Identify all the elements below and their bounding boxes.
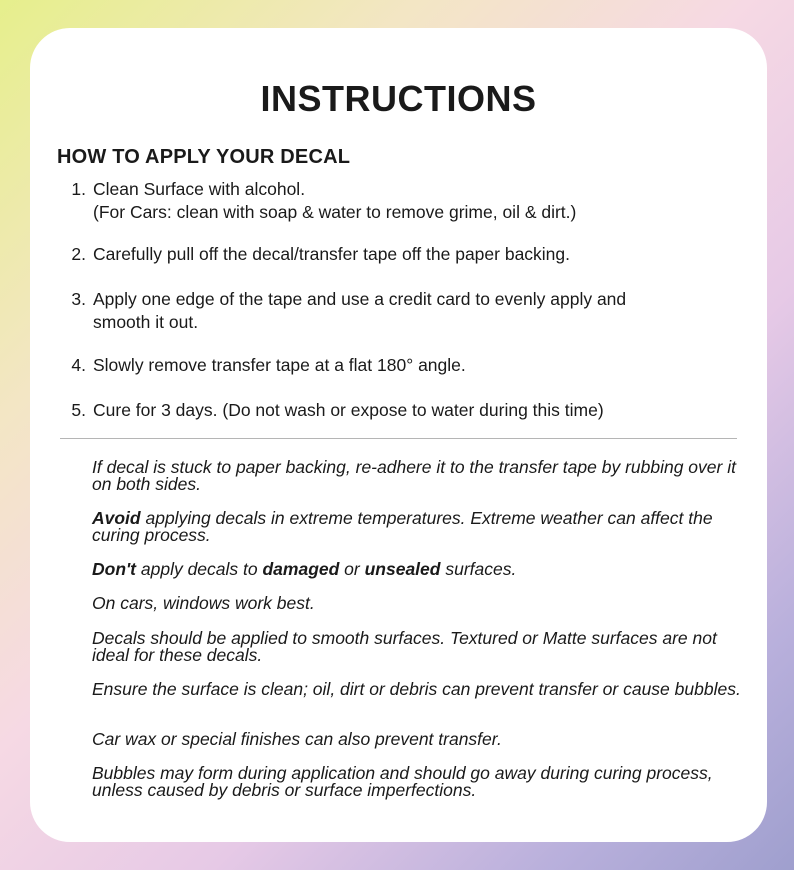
note-stuck-decal: If decal is stuck to paper backing, re-adhere it to the transfer tape by rubbing over it on both sides. xyxy=(92,457,736,494)
step-number: 5. xyxy=(71,400,86,420)
note-emphasis: damaged xyxy=(262,559,340,579)
step-number: 3. xyxy=(71,289,86,309)
step-text: Slowly remove transfer tape at a flat 180° angle. xyxy=(93,355,466,375)
note-emphasis: unsealed xyxy=(364,559,441,579)
section-divider xyxy=(60,438,737,439)
note-bubbles: Bubbles may form during application and should go away during curing process, unless caused by debris or surface imperfections. xyxy=(92,763,713,800)
note-text: applying decals in extreme temperatures. Extreme weather can affect the curing process. xyxy=(92,508,713,545)
step-text: Apply one edge of the tape and use a credit card to evenly apply and xyxy=(93,289,627,309)
step-number: 1. xyxy=(71,179,86,199)
step-text: Cure for 3 days. (Do not wash or expose to water during this time) xyxy=(93,400,604,420)
step-text: Clean Surface with alcohol. xyxy=(93,179,306,199)
page-title: INSTRUCTIONS xyxy=(260,78,537,119)
step-number: 2. xyxy=(71,244,86,264)
note-emphasis: Avoid xyxy=(92,508,141,528)
note-temperature xyxy=(92,510,742,544)
note-text: apply decals to xyxy=(136,559,263,579)
note-text: or xyxy=(339,559,365,579)
note-car-wax: Car wax or special finishes can also prevent transfer. xyxy=(92,729,502,749)
note-text: surfaces. xyxy=(440,559,517,579)
note-clean-surface: Ensure the surface is clean; oil, dirt or debris can prevent transfer or cause bubbles. xyxy=(92,679,741,699)
steps-list xyxy=(30,28,767,842)
note-windows: On cars, windows work best. xyxy=(92,593,315,613)
section-heading: HOW TO APPLY YOUR DECAL xyxy=(57,146,351,168)
note-smooth-surfaces: Decals should be applied to smooth surfaces. Textured or Matte surfaces are not ideal for these decals. xyxy=(92,628,717,665)
step-text-extra: (For Cars: clean with soap & water to remove grime, oil & dirt.) xyxy=(93,202,577,222)
note-emphasis: Don't xyxy=(92,559,137,579)
step-number: 4. xyxy=(71,355,86,375)
step-text-extra: smooth it out. xyxy=(93,312,199,332)
step-text: Carefully pull off the decal/transfer tape off the paper backing. xyxy=(93,244,571,264)
note-surfaces xyxy=(92,561,742,578)
instructions-card xyxy=(30,28,767,842)
